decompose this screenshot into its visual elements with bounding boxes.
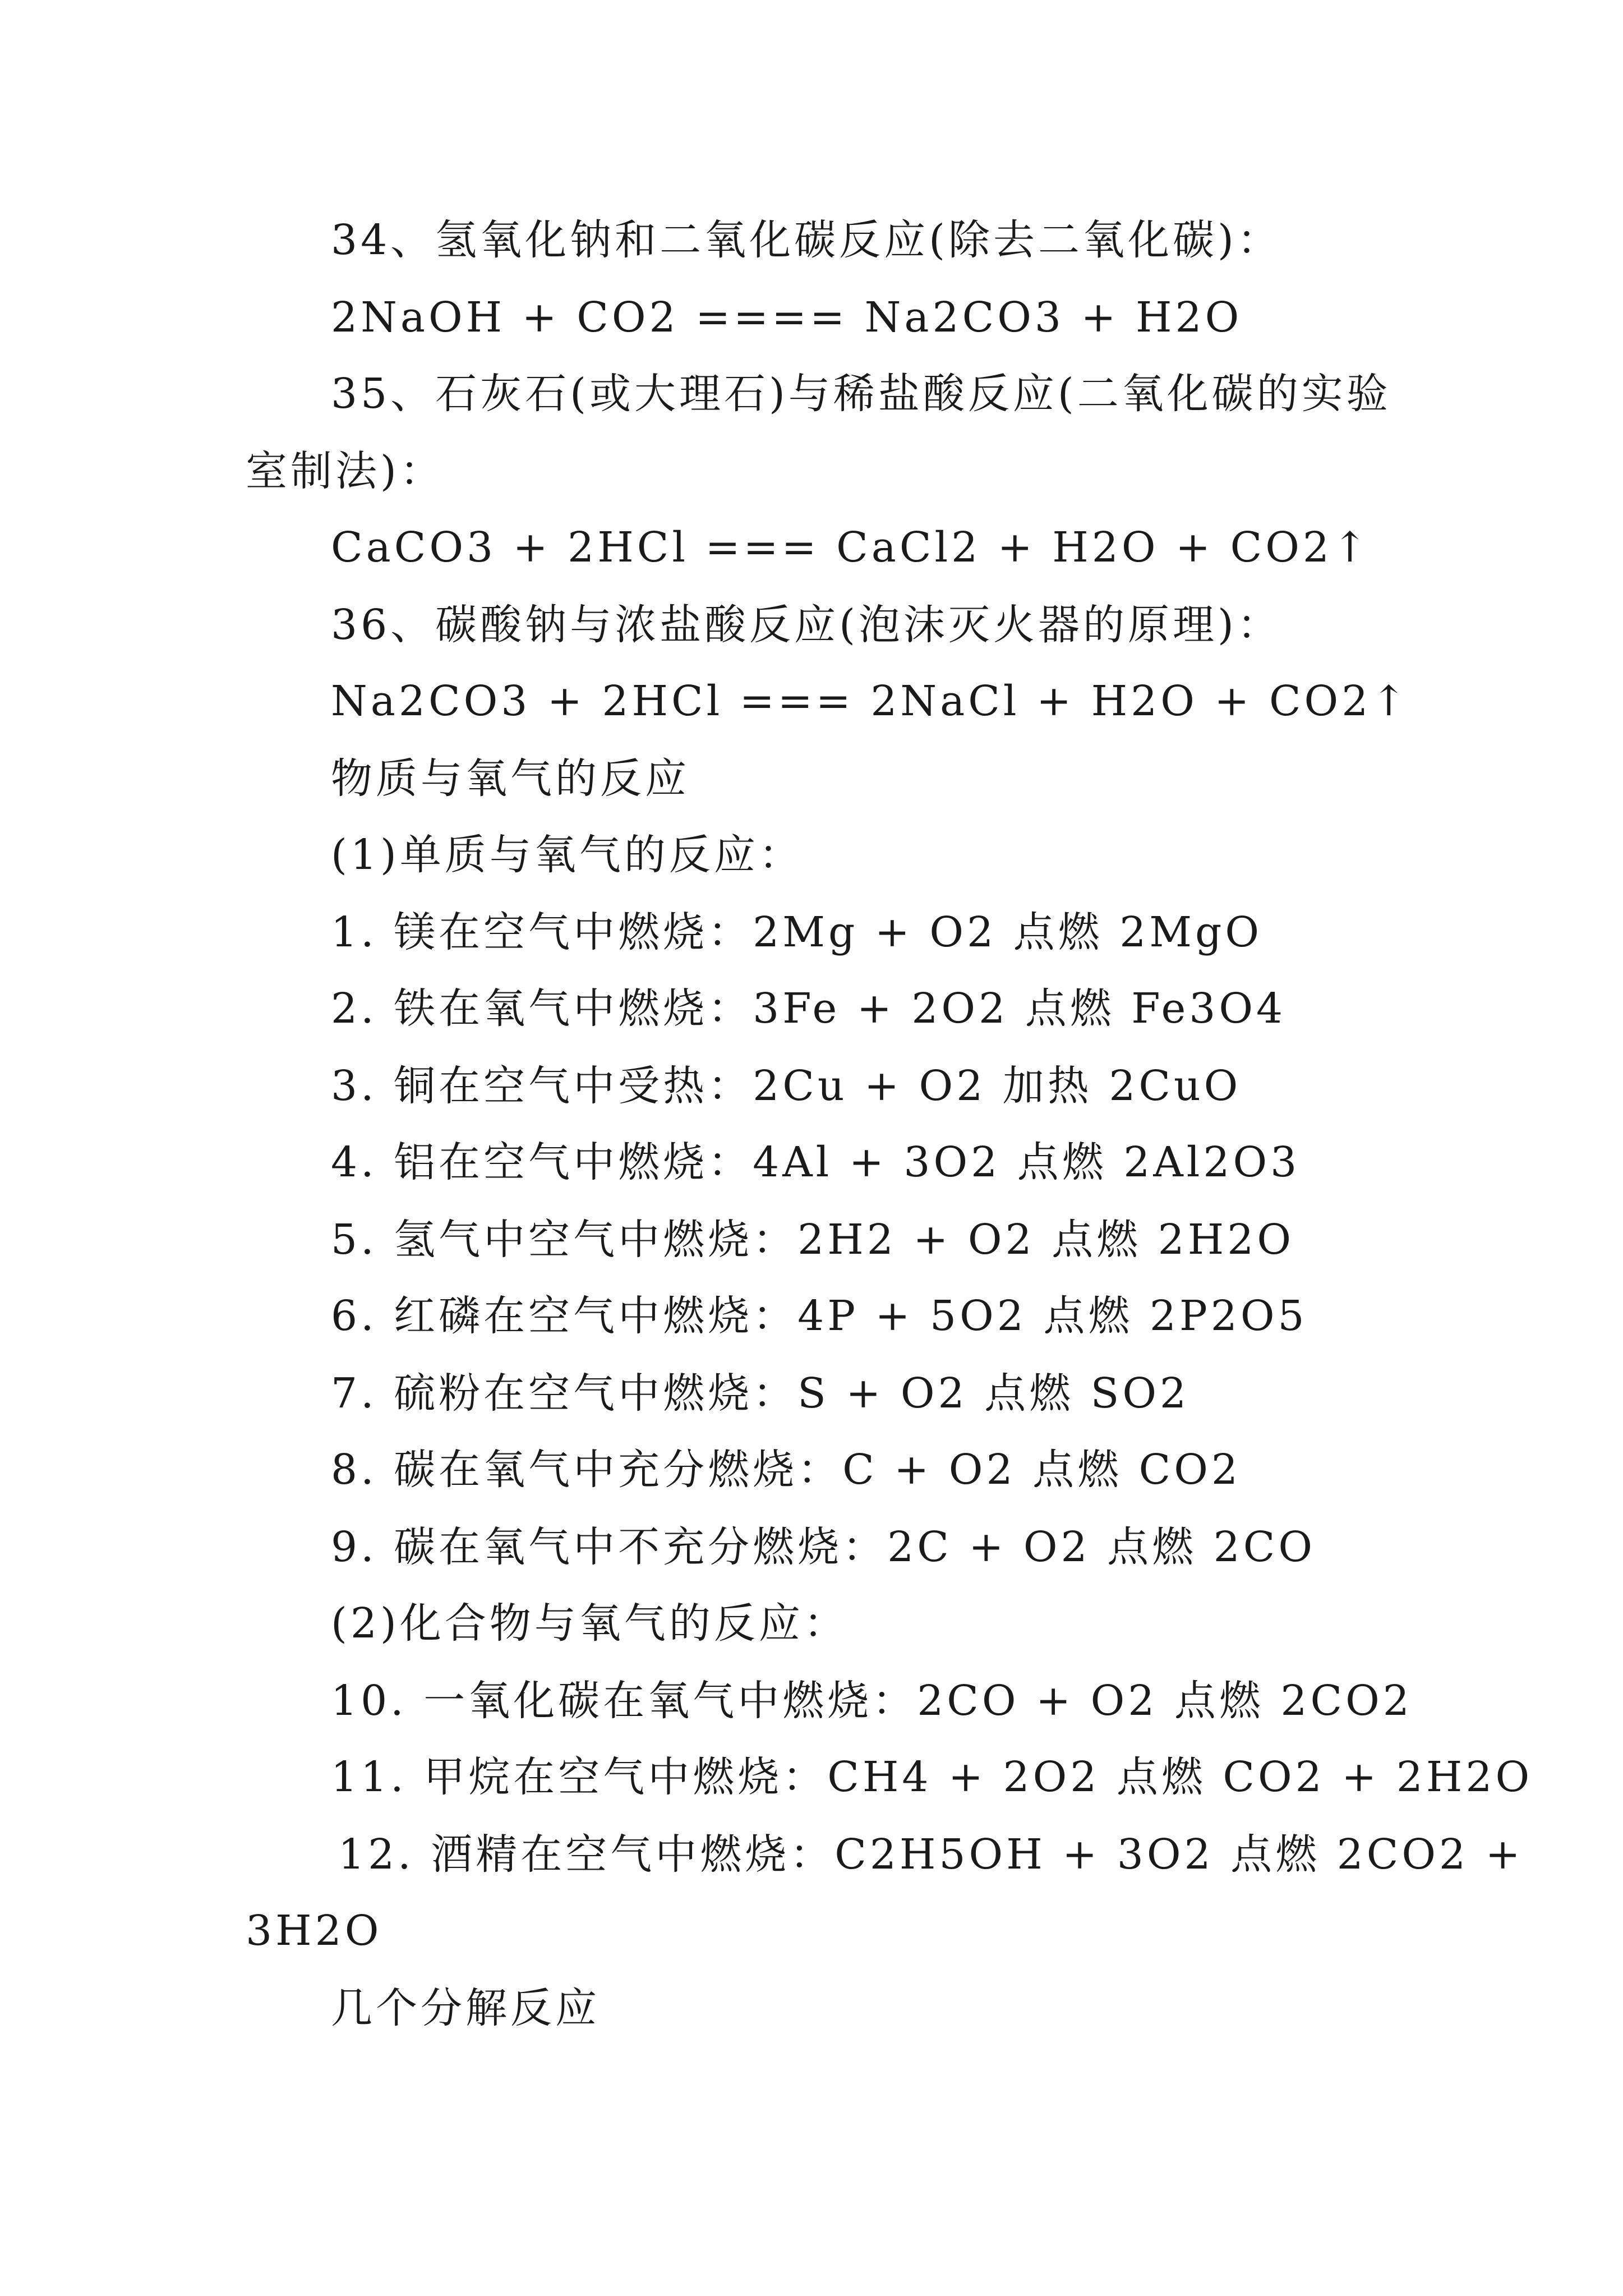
section-heading: 物质与氧气的反应	[331, 754, 690, 803]
text-line: 12. 酒精在空气中燃烧：C2H5OH + 3O2 点燃 2CO2 +	[338, 1830, 1524, 1879]
text-line: 10. 一氧化碳在氧气中燃烧：2CO + O2 点燃 2CO2	[331, 1677, 1413, 1725]
text-line: 室制法)：	[246, 447, 445, 495]
text-line: 6. 红磷在空气中燃烧：4P + 5O2 点燃 2P2O5	[331, 1292, 1308, 1340]
text-line: 36、碳酸钠与浓盐酸反应(泡沫灭火器的原理)：	[331, 601, 1282, 649]
text-line: CaCO3 + 2HCl === CaCl2 + H2O + CO2↑	[331, 523, 1371, 572]
text-line: 2NaOH + CO2 ==== Na2CO3 + H2O	[331, 293, 1243, 342]
text-line: 2. 铁在氧气中燃烧：3Fe + 2O2 点燃 Fe3O4	[331, 984, 1287, 1033]
text-line: 3. 铜在空气中受热：2Cu + O2 加热 2CuO	[331, 1062, 1242, 1110]
subsection-heading: (1)单质与氧气的反应：	[331, 831, 804, 879]
text-line: Na2CO3 + 2HCl === 2NaCl + H2O + CO2↑	[331, 677, 1410, 725]
subsection-heading: (2)化合物与氧气的反应：	[331, 1599, 849, 1648]
text-line: 3H2O	[246, 1907, 382, 1955]
text-line: 11. 甲烷在空气中燃烧：CH4 + 2O2 点燃 CO2 + 2H2O	[331, 1753, 1533, 1801]
text-line: 1. 镁在空气中燃烧：2Mg + O2 点燃 2MgO	[331, 908, 1263, 956]
text-line: 9. 碳在氧气中不充分燃烧：2C + O2 点燃 2CO	[331, 1523, 1316, 1571]
text-line: 35、石灰石(或大理石)与稀盐酸反应(二氧化碳的实验	[331, 370, 1391, 418]
text-line: 34、氢氧化钠和二氧化碳反应(除去二氧化碳)：	[331, 216, 1282, 264]
text-line: 5. 氢气中空气中燃烧：2H2 + O2 点燃 2H2O	[331, 1216, 1295, 1264]
text-line: 4. 铝在空气中燃烧：4Al + 3O2 点燃 2Al2O3	[331, 1138, 1301, 1186]
text-line: 8. 碳在氧气中充分燃烧：C + O2 点燃 CO2	[331, 1446, 1241, 1494]
section-heading: 几个分解反应	[331, 1984, 600, 2032]
text-line: 7. 硫粉在空气中燃烧：S + O2 点燃 SO2	[331, 1369, 1190, 1418]
